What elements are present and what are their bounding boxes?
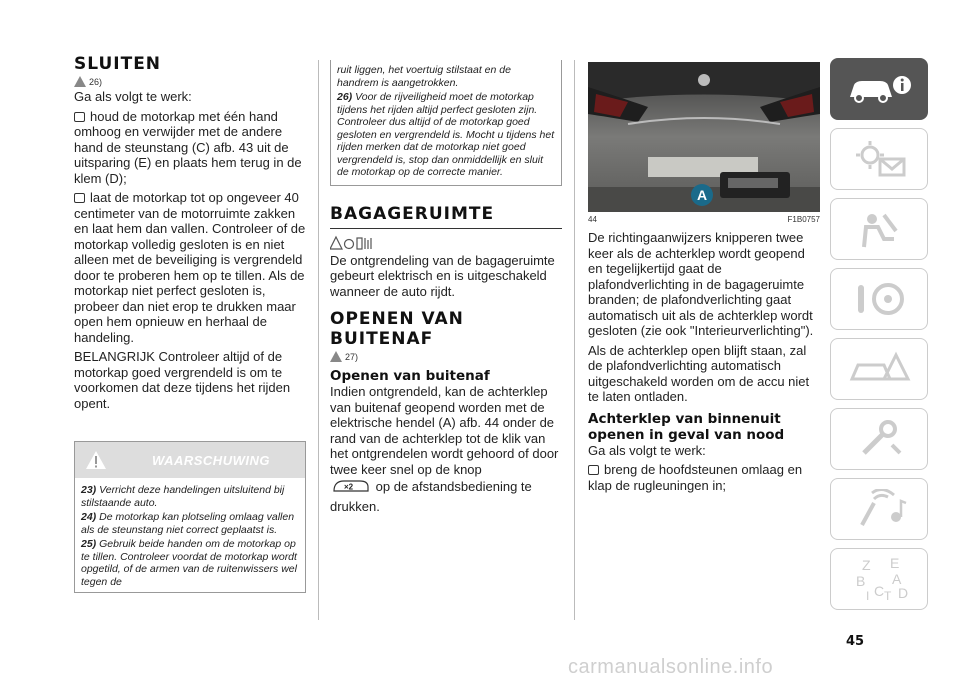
warning-triangle-icon	[75, 442, 117, 478]
tab-safety[interactable]	[830, 198, 928, 260]
paragraph: De ontgrendeling van de bagageruimte gebeurt elektrisch en is uitgeschakeld wanneer de auto rijdt.	[330, 252, 555, 299]
column-2	[330, 60, 562, 514]
checkbox-bullet-icon	[74, 193, 85, 203]
warning-box	[74, 441, 306, 593]
safety-icon	[844, 209, 914, 249]
svg-text:I: I	[866, 589, 870, 602]
warning-triangle-icon	[330, 351, 342, 362]
svg-text:A: A	[697, 187, 708, 203]
column-divider	[574, 60, 575, 620]
key-fob-tailgate-icon	[330, 477, 372, 499]
watermark: carmanualsonline.info	[568, 656, 774, 678]
warning-triangle-icon	[74, 76, 86, 87]
warning-body	[75, 478, 305, 592]
column-3	[588, 62, 820, 493]
warning-ref: 26)	[74, 76, 306, 87]
subsection-title: OPENEN VAN BUITENAF	[330, 309, 464, 349]
emergency-icon	[844, 349, 914, 389]
svg-text:C: C	[874, 583, 885, 599]
intro-text: Ga als volgt te werk:	[74, 89, 192, 104]
chapter-tabs	[830, 58, 928, 618]
tab-multimedia[interactable]	[830, 478, 928, 540]
svg-text:E: E	[890, 556, 900, 571]
bullet-item: houd de motorkap met één hand omhoog en verwijder met de andere hand de steunstang (C) afb. 43 uit de uitsparing (E) en plaats hem terug in de klem (D);	[74, 108, 302, 186]
figure-caption: 44 F1B0757	[588, 215, 820, 224]
tab-index[interactable]	[830, 548, 928, 610]
paragraph: Indien ontgrendeld, kan de achterklep van buitenaf geopend worden met de elektrische hendel (A) afb. 44 onder de rand van de achterklep tot de klik van het ontgrendelen wordt gehoord of door twee keer snel op de knop	[330, 384, 559, 477]
paragraph: De richtingaanwijzers knipperen twee keer als de achterklep wordt geopend en tegelijkertijd gaat de plafondverlichting in de bagageruimte branden; de plafondverlichting gaat automatisch uit als de achterklep wordt gesloten (zie ook "Interieurverlichting").	[588, 230, 814, 338]
warning-item: 25) Gebruik beide handen om de motorkap op te tillen. Controleer voordat de motorkap wordt opgetild, of de armen van de ruitenwissers wel tegen de	[81, 538, 297, 588]
section-title-sluiten: SLUITEN	[74, 54, 162, 74]
warning-header	[75, 442, 305, 478]
multimedia-icon	[844, 489, 914, 529]
tab-maintenance[interactable]	[830, 408, 928, 470]
svg-text:×2: ×2	[344, 482, 354, 492]
car-info-icon	[844, 71, 914, 107]
steering-icon	[844, 279, 914, 319]
tab-steering[interactable]	[830, 268, 928, 330]
tailgate-photo	[588, 62, 820, 212]
svg-text:B: B	[856, 573, 866, 589]
column-1	[74, 54, 306, 593]
heading-inside: Achterklep van binnenuit openen in geval van nood	[588, 410, 785, 443]
warning-title: WAARSCHUWING	[152, 452, 270, 468]
maintenance-icon	[844, 419, 914, 459]
tab-emergency[interactable]	[830, 338, 928, 400]
warning-item: 24) De motorkap kan plotseling omlaag vallen als de steunstang niet correct geplaatst is.	[81, 511, 295, 536]
section-title-bagageruimte: BAGAGERUIMTE	[330, 204, 562, 229]
svg-text:T: T	[884, 589, 892, 602]
tab-car-info[interactable]	[830, 58, 928, 120]
heading-outside: Openen van buitenaf	[330, 368, 490, 384]
paragraph: Als de achterklep open blijft staan, zal de plafondverlichting automatisch uitgeschakeld worden om de accu niet te laten ontladen.	[588, 342, 810, 404]
index-icon	[844, 556, 914, 602]
warning-ref: 27)	[330, 351, 562, 362]
intro-text: Ga als volgt te werk:	[588, 442, 706, 458]
column-divider	[318, 60, 319, 620]
warning-lights-icon	[844, 139, 914, 179]
checkbox-bullet-icon	[588, 465, 599, 475]
checkbox-bullet-icon	[74, 112, 85, 122]
warning-item: 23) Verricht deze handelingen uitsluitend bij stilstaande auto.	[81, 484, 285, 509]
paragraph: ×2 op de afstandsbediening te drukken.	[330, 477, 562, 514]
bullet-item: laat de motorkap tot op ongeveer 40 centimeter van de motorruimte zakken en laat hem dan vallen. Controleer of de motorkap volledig gesloten is en niet alleen met de beveiliging is vergrendeld door te proberen hem op te tillen. Als de motorkap niet perfect gesloten is, probeer dan niet erop te drukken maar open hem opnieuw en herhaal de handeling.	[74, 190, 306, 345]
svg-text:Z: Z	[862, 557, 871, 573]
svg-text:A: A	[892, 571, 902, 587]
page-number: 45	[846, 634, 865, 649]
hazard-symbols-icon	[330, 235, 374, 251]
svg-text:D: D	[898, 585, 909, 601]
symbols-ref	[330, 235, 562, 251]
important-note: BELANGRIJK Controleer altijd of de motorkap goed vergrendeld is om te voorkomen dat deze tijdens het rijden opent.	[74, 349, 291, 411]
warning-continuation: ruit liggen, het voertuig stilstaat en de handrem is aangetrokken. 26) Voor de rijveiligheid moet de motorkap tijdens het rijden altijd perfect gesloten zijn. Controleer dus altijd of de motorkap goed gesloten en vergrendeld is. Mocht u tijdens het rijden merken dat de motorkap niet goed vergrendeld is, stop dan onmiddellijk en sluit de motorkap op de correcte manier.	[330, 60, 562, 186]
bullet-item: breng de hoofdsteunen omlaag en klap de rugleuningen in;	[588, 462, 803, 493]
tab-warning-lights[interactable]	[830, 128, 928, 190]
